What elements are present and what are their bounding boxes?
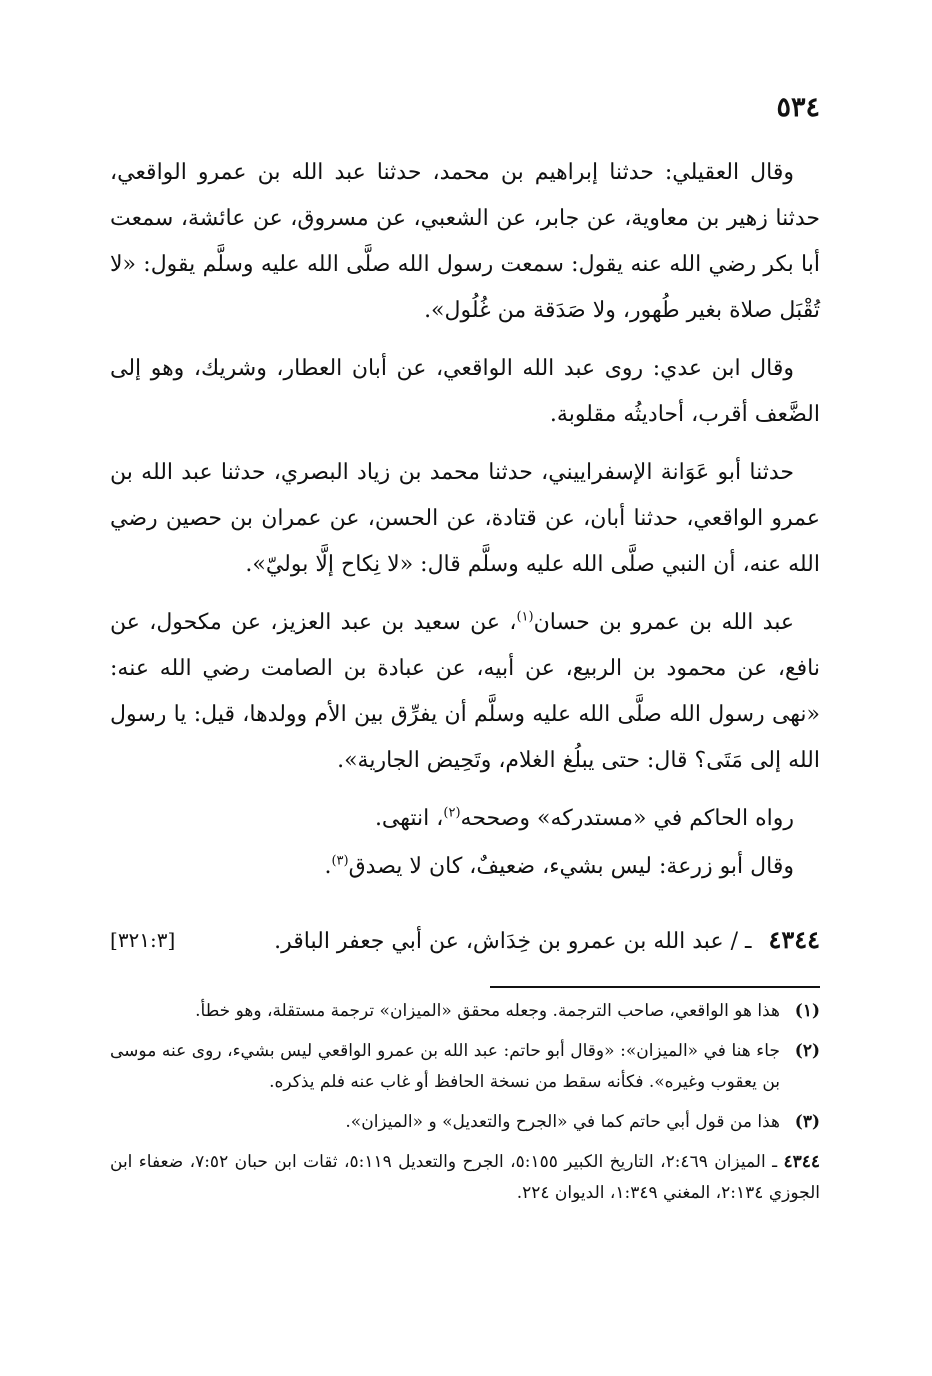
sources-text: ـ الميزان ٢:٤٦٩، التاريخ الكبير ٥:١٥٥، الجرح والتعديل ٥:١١٩، ثقات ابن حبان ٧:٥٢، ضعفاء ابن الجوزي ٢:١٣٤، المغني ١:٣٤٩، الديوان ٢٢٤. — [110, 1152, 820, 1203]
line-abu-zura — [110, 844, 820, 890]
sources-number: ٤٣٤٤ — [783, 1152, 820, 1172]
footnote-text: جاء هنا في «الميزان»: «وقال أبو حاتم: عبد الله بن عمرو الواقعي ليس بشيء، روى عنه موسى بن يعقوب وغيره». فكأنه سقط من نسخة الحافظ أو غاب عنه فلم يذكره. — [110, 1041, 780, 1092]
line-text-continued: . — [324, 854, 332, 879]
paragraph-text: وقال ابن عدي: روى عبد الله الواقعي، عن أبان العطار، وشريك، وهو إلى الضَّعف أقرب، أحاديثُه مقلوبة. — [110, 356, 820, 427]
footnote-ref-1[interactable]: (١) — [516, 609, 534, 625]
footnote-3 — [110, 1107, 820, 1138]
paragraph-ibn-hassan — [110, 600, 820, 784]
footnote-text: هذا هو الواقعي، صاحب الترجمة. وجعله محقق «الميزان» ترجمة مستقلة، وهو خطأ. — [195, 1001, 780, 1021]
entry-number: ٤٣٤٤ — [768, 925, 820, 954]
paragraph-text: وقال العقيلي: حدثنا إبراهيم بن محمد، حدثنا عبد الله بن عمرو الواقعي، حدثنا زهير بن معاوية، عن جابر، عن الشعبي، عن مسروق، عن عائشة، سمعت أبا بكر رضي الله عنه يقول: سمعت رسول الله صلَّى الله عليه وسلَّم يقول: «لا تُقْبَل صلاة بغير طُهور، ولا صَدَقة من غُلُول». — [110, 160, 820, 323]
paragraph-text: عبد الله بن عمرو بن حسان — [533, 610, 795, 635]
footnote-mark: (٢) — [794, 1041, 820, 1061]
paragraph-text-continued: ، عن سعيد بن عبد العزيز، عن مكحول، عن نافع، عن محمود بن الربيع، عن أبيه، عن عبادة بن الصامت رضي الله عنه: «نهى رسول الله صلَّى الله عليه وسلَّم أن يفرِّق بين الأم وولدها، قيل: يا رسول الله إلى مَتَى؟ قال: حتى يبلُغ الغلام، وتَحِيض الجارية». — [110, 610, 820, 773]
line-text: رواه الحاكم في «مستدركه» وصححه — [460, 806, 794, 831]
footnote-mark: (١) — [794, 1001, 820, 1021]
footnote-mark: (٣) — [794, 1112, 820, 1132]
footnote-divider — [490, 986, 820, 988]
line-hakim — [110, 796, 820, 842]
footnote-ref-2[interactable]: (٢) — [443, 805, 461, 821]
paragraph-text: حدثنا أبو عَوَانة الإسفراييني، حدثنا محمد بن زياد البصري، حدثنا عبد الله بن عمرو الواقعي، حدثنا أبان، عن قتادة، عن الحسن، عن عمران بن حصين رضي الله عنه، أن النبي صلَّى الله عليه وسلَّم قال: «لا نِكاح إلَّا بوليّ». — [110, 460, 820, 577]
paragraph-aqili — [110, 150, 820, 334]
entry-heading — [110, 917, 820, 965]
footnotes — [110, 996, 820, 1218]
footnote-2 — [110, 1036, 820, 1098]
entry-reference: [٣٢١:٣] — [110, 928, 176, 952]
main-text — [110, 150, 820, 892]
footnote-text: هذا من قول أبي حاتم كما في «الجرح والتعديل» و «الميزان». — [345, 1112, 780, 1132]
paragraph-ibn-adi — [110, 346, 820, 438]
footnote-ref-3[interactable]: (٣) — [331, 853, 349, 869]
line-text-continued: ، انتهى. — [374, 806, 444, 831]
paragraph-abu-awana — [110, 450, 820, 588]
footnote-1 — [110, 996, 820, 1027]
entry-dash: ـ / — [730, 929, 752, 954]
sources-note — [110, 1147, 820, 1209]
entry-text: عبد الله بن عمرو بن خِدَاش، عن أبي جعفر الباقر. — [274, 929, 724, 954]
page-number: ٥٣٤ — [776, 92, 820, 123]
line-text: وقال أبو زرعة: ليس بشيء، ضعيفٌ، كان لا يصدق — [348, 854, 794, 879]
